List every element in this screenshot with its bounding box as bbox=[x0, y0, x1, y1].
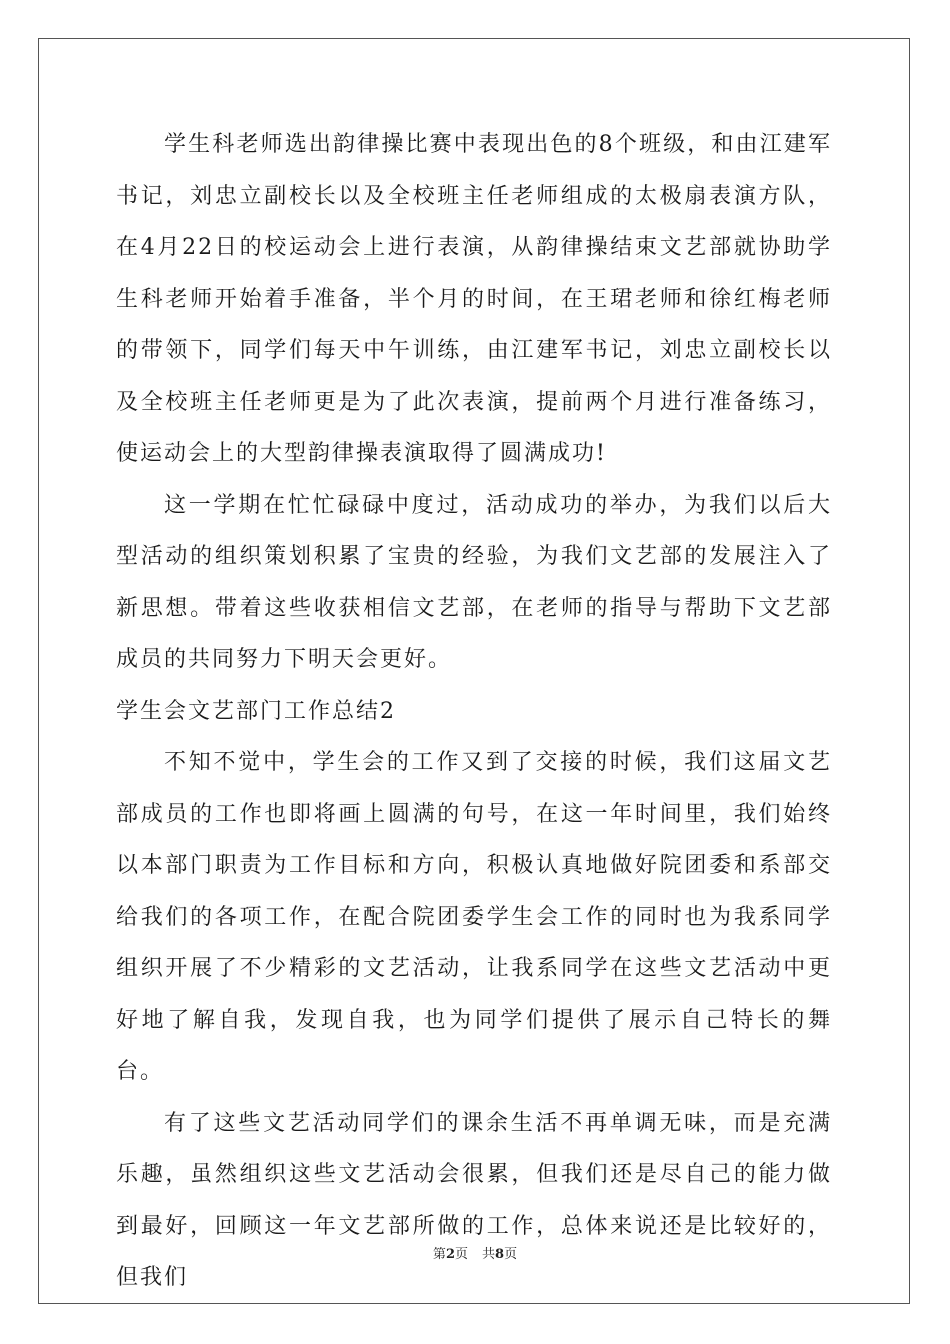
total-suffix: 页 bbox=[504, 1247, 518, 1262]
section-heading: 学生会文艺部门工作总结2 bbox=[116, 698, 396, 724]
page-current-number: 2 bbox=[445, 1247, 455, 1262]
page-prefix: 第 bbox=[432, 1247, 446, 1262]
page-footer bbox=[0, 1243, 950, 1262]
document-body bbox=[116, 119, 832, 1304]
page-total-number: 8 bbox=[495, 1247, 505, 1262]
page-mid: 页 bbox=[454, 1247, 468, 1262]
paragraph-handover: 不知不觉中，学生会的工作又到了交接的时候，我们这届文艺部成员的工作也即将画上圆满的句号，在这一年时间里，我们始终以本部门职责为工作目标和方向，积极认真地做好院团委和系部交给我们的各项工作，在配合院团委学生会工作的同时也为我系同学组织开展了不少精彩的文艺活动，让我系同学在这些文艺活动中更好地了解自我，发现自我，也为同学们提供了展示自己特长的舞台。 bbox=[116, 750, 832, 1084]
paragraph-semester-summary: 这一学期在忙忙碌碌中度过，活动成功的举办，为我们以后大型活动的组织策划积累了宝贵的经验，为我们文艺部的发展注入了新思想。带着这些收获相信文艺部，在老师的指导与帮助下文艺部成员的共同努力下明天会更好。 bbox=[116, 492, 832, 672]
paragraph-performance: 学生科老师选出韵律操比赛中表现出色的8个班级，和由江建军书记，刘忠立副校长以及全校班主任老师组成的太极扇表演方队，在4月22日的校运动会上进行表演，从韵律操结束文艺部就协助学生科老师开始着手准备，半个月的时间，在王珺老师和徐红梅老师的带领下，同学们每天中午训练，由江建军书记，刘忠立副校长以及全校班主任老师更是为了此次表演，提前两个月进行准备练习，使运动会上的大型韵律操表演取得了圆满成功! bbox=[116, 132, 832, 466]
paragraph-activities: 有了这些文艺活动同学们的课余生活不再单调无味，而是充满乐趣，虽然组织这些文艺活动会很累，但我们还是尽自己的能力做到最好，回顾这一年文艺部所做的工作，总体来说还是比较好的，但我们 bbox=[116, 1110, 832, 1290]
total-prefix: 共 bbox=[482, 1247, 496, 1262]
